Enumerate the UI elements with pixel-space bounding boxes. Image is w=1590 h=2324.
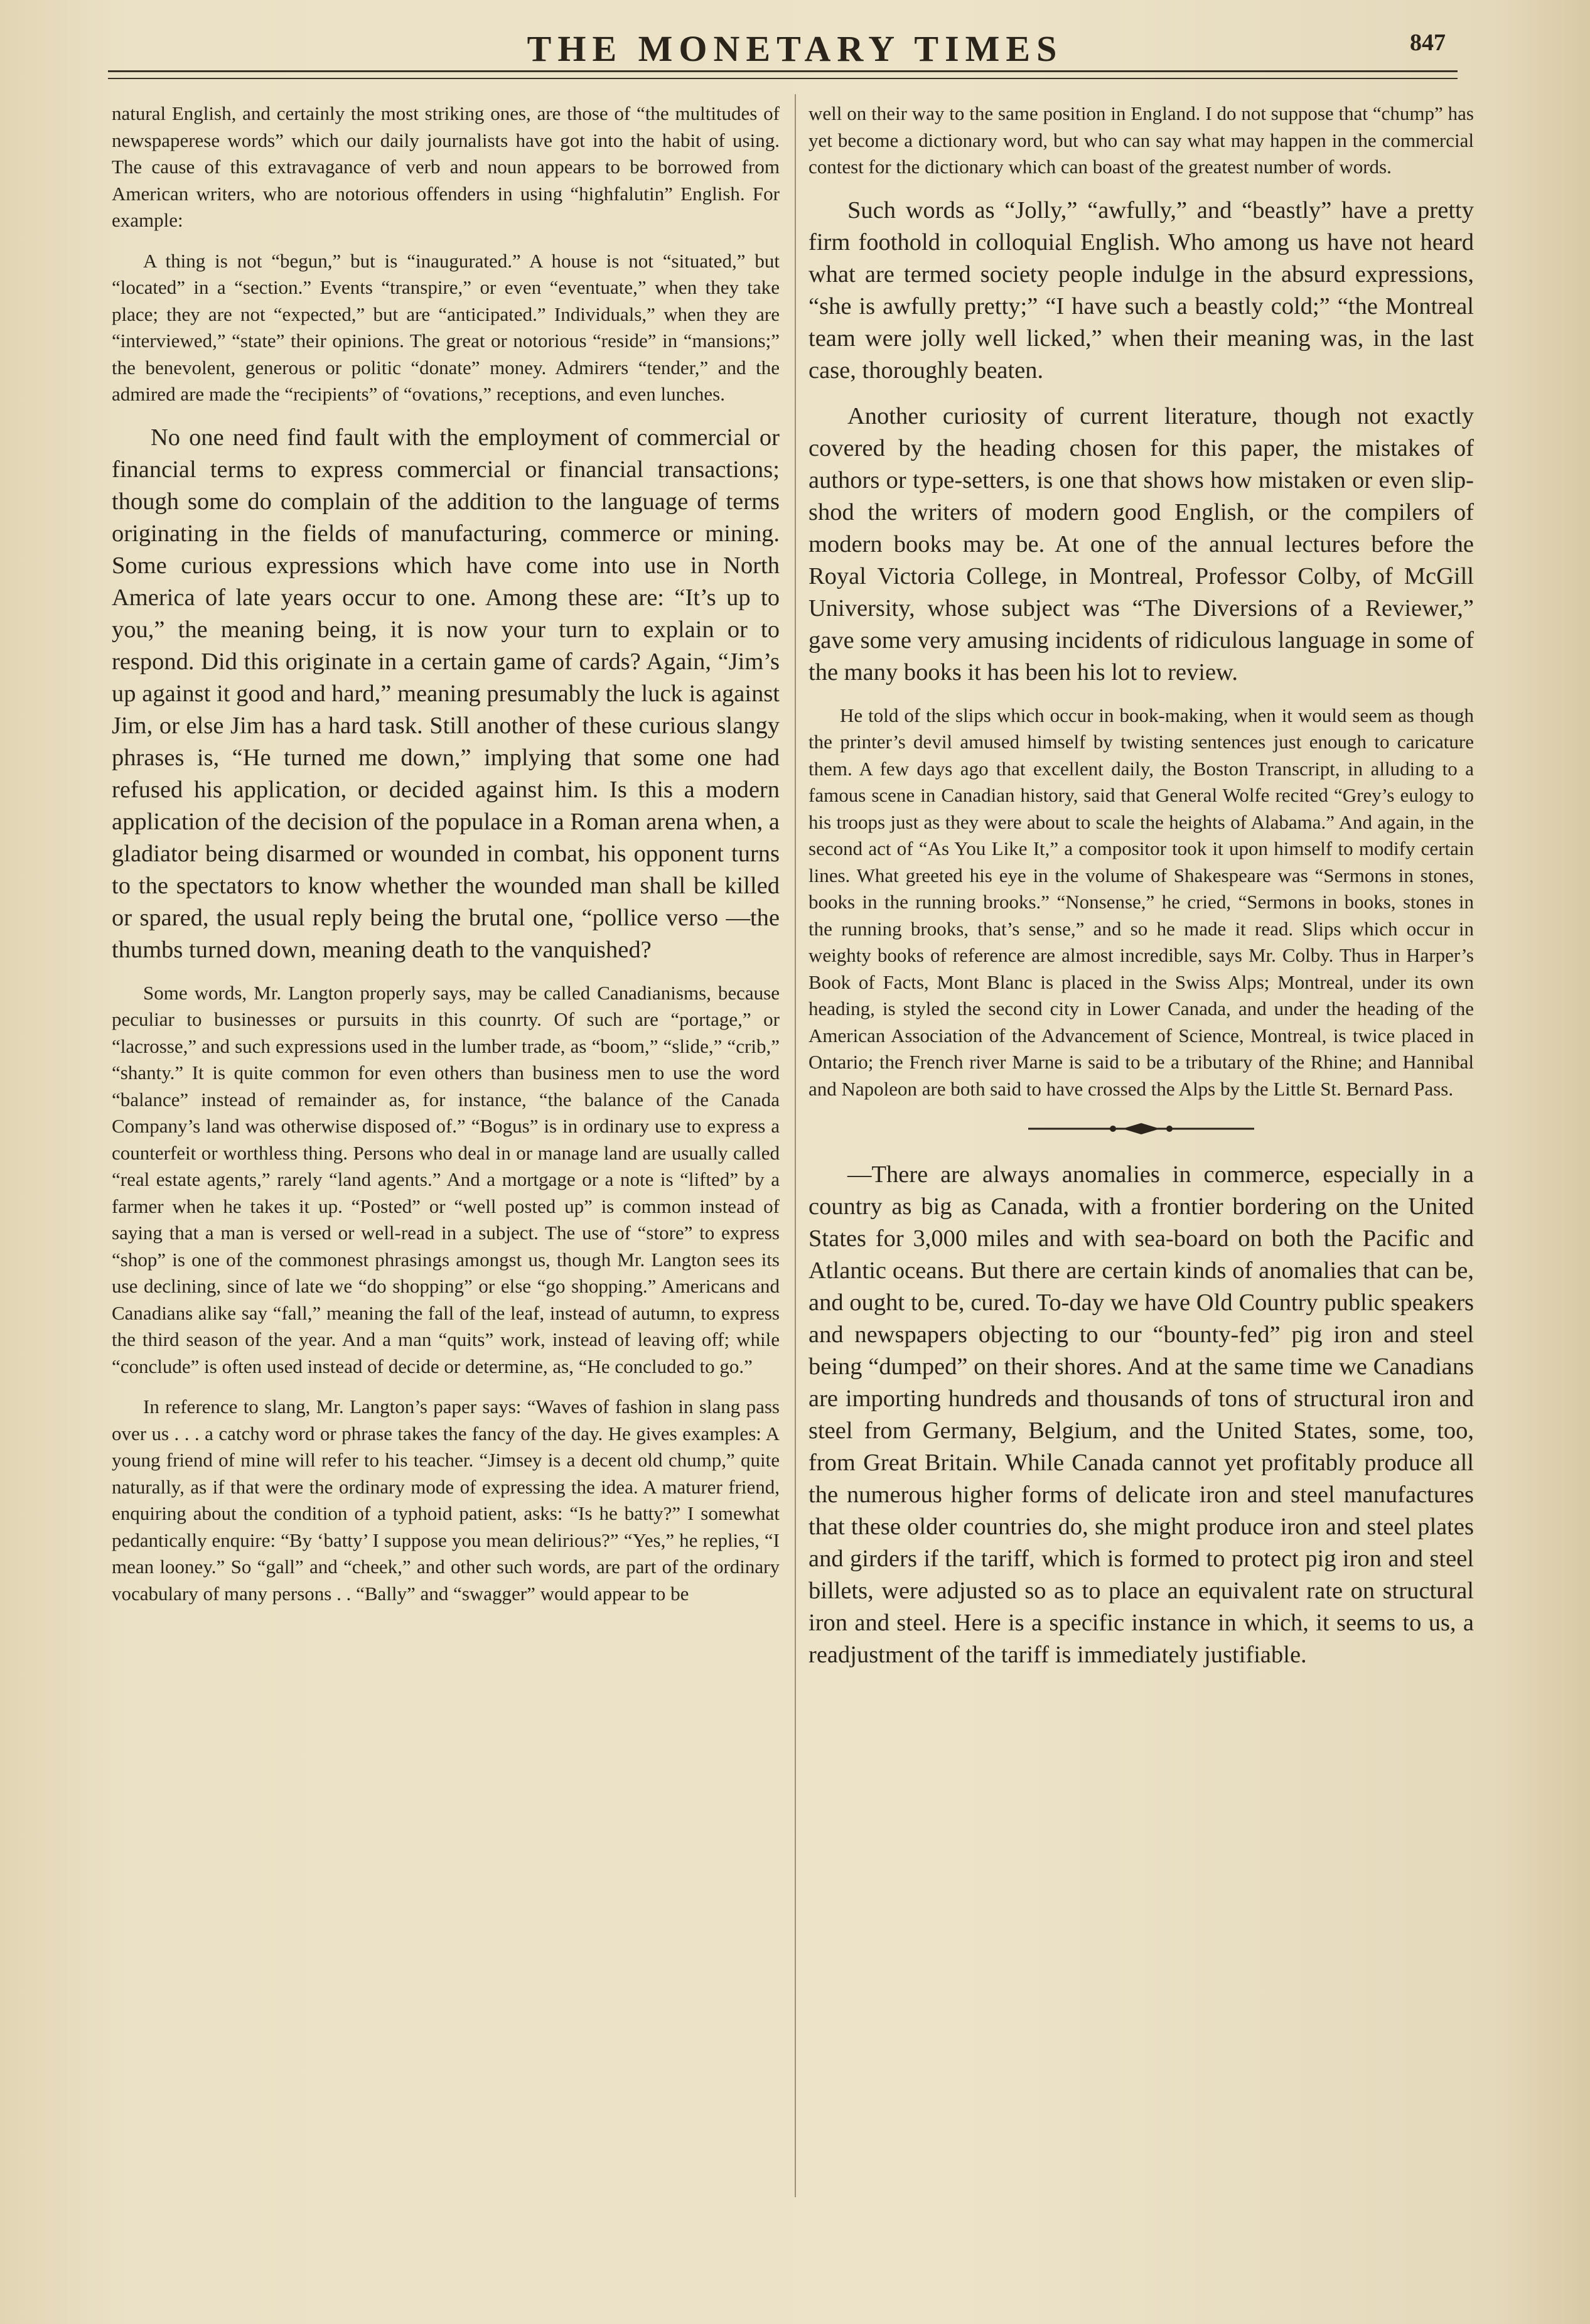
quoted-paragraph: Some words, Mr. Langton properly says, may be called Canadianisms, because peculiar to businesses or pursuits in this counrty. Of such are “portage,” or “lacrosse,” and such expressions used in the lumber trade, as “boom,” “slide,” “crib,” “shanty.” It is quite common for even others than business men to use the word “balance” instead of remainder as, for instance, “the balance of the Canada Company’s land was otherwise disposed of.” “Bogus” is in ordinary use to express a counterfeit or worthless thing. Persons who deal in or manage land are usually called “real estate agents,” rarely “land agents.” And a mortgage or a note is “lifted” by a farmer when he takes it up. “Posted” or “well posted up” is common instead of saying that a man is versed or well-read in a subject. The use of “store” to express “shop” is one of the commonest phrasings amongst us, though Mr. Langton sees its use declining, since of late we “do shopping” or else “go shopping.” Americans and Canadians alike say “fall,” meaning the fall of the leaf, instead of autumn, to express the third season of the year. And a man “quits” work, instead of leaving off; while “conclude” is often used instead of decide or determine, as, “He concluded to go.” [112,981,780,1377]
masthead [0,25,1590,75]
column-divider [795,94,796,2197]
quoted-paragraph: well on their way to the same position in England. I do not suppose that “chump” has yet become a dictionary word, but who can say what may happen in the commercial contest for the dictionary which can boast of the greatest number of words. [808,102,1474,178]
publication-title: THE MONETARY TIMES [527,28,1063,69]
section-ornament [808,1121,1474,1140]
quoted-paragraph: In reference to slang, Mr. Langton’s paper says: “Waves of fashion in slang pass over us . . . a catchy word or phrase takes the fancy of the day. He gives examples: A young friend of mine will refer to his teacher. “Jimsey is a decent old chump,” quite naturally, as if that were the ordinary mode of expressing the idea. A maturer friend, enquiring about the condition of a typhoid patient, asks: “Is he batty?” I somewhat pedantically enquire: “By ‘batty’ I suppose you mean delirious?” “Yes,” he replies, “I mean looney.” So “gall” and “cheek,” and other such words, are part of the ordinary vocabulary of many persons . . “Bally” and “swagger” would appear to be [112,1396,780,1605]
paragraph: Another curiosity of current literature, though not exactly covered by the heading chosen for this paper, the mistakes of authors or type-setters, is one that shows how mistaken or even slip-shod the writers of modern good English, or the compilers of modern books may be. At one of the annual lectures before the Royal Victoria College, in Montreal, Professor Colby, of McGill University, whose subject was “The Diversions of a Reviewer,” gave some very amusing incidents of ridiculous language in some of the many books it has been his lot to review. [808,402,1474,686]
page-number: 847 [1410,30,1446,56]
editorial-paragraph: —There are always anomalies in commerce, especially in a country as big as Canada, with a frontier bordering on the United States for 3,000 miles and with sea-board on both the Pacific and Atlantic oceans. But there are certain kinds of anomalies that can be, and ought to be, cured. To-day we have Old Country public speakers and newspapers objecting to our “bounty-fed” pig iron and steel being “dumped” on their shores. And at the same time we Canadians are importing hundreds and thousands of tons of structural iron and steel from Germany, Belgium, and the United States, some, too, from Great Britain. While Canada cannot yet profitably produce all the numerous higher forms of delicate iron and steel manufactures that these older countries do, she might produce iron and steel plates and girders if the tariff, which is formed to protect pig iron and steel billets, were adjusted so as to place an equivalent rate on structural iron and steel. Here is a specific instance in which, it seems to us, a readjustment of the tariff is immediately justifiable. [808,1161,1474,1668]
paragraph: natural English, and certainly the most striking ones, are those of “the multitudes of newspaperese words” which our daily journalists have got into the habit of using. The cause of this extravagance of verb and noun appears to be borrowed from American writers, who are notorious offenders in using “highfalutin” English. For example: [112,102,780,231]
right-column [808,100,1474,1671]
ornament-divider-icon [1028,1121,1254,1136]
header-rule-thin [108,78,1458,79]
quoted-paragraph: He told of the slips which occur in book-making, when it would seem as though the printer’s devil amused himself by twisting sentences just enough to caricature them. A few days ago that excellent daily, the Boston Transcript, in alluding to a famous scene in Canadian history, said that General Wolfe recited “Grey’s eulogy to his troops just as they were about to scale the heights of Alabama.” And again, in the second act of “As You Like It,” a compositor took it upon himself to modify certain lines. What greeted his eye in the volume of Shakespeare was “Sermons in stones, books in the running brooks.” “Nonsense,” he cried, “Sermons in books, stones in the running brooks, that’s sense,” and so he made it read. Slips which occur in weighty books of reference are almost incredible, says Mr. Colby. Thus in Harper’s Book of Facts, Mont Blanc is placed in the Swiss Alps; Montreal, under its own heading, is styled the second city in Lower Canada, and under the heading of the American Association of the Advancement of Science, Montreal, is twice placed in Ontario; the French river Marne is said to be a tributary of the Rhine; and Hannibal and Napoleon are both said to have crossed the Alps by the Little St. Bernard Pass. [808,704,1474,1100]
left-column [112,100,780,1607]
quoted-paragraph: A thing is not “begun,” but is “inaugurated.” A house is not “situated,” but “located” in a “section.” Events “transpire,” or even “eventuate,” when they take place; they are not “expected,” but are “anticipated.” Individuals,” when they are “interviewed,” “state” their opinions. The great or notorious “reside” in “mansions;” the benevolent, generous or politic “donate” money. Admirers “tender,” and the admired are made the “recipients” of “ovations,” receptions, and even lunches. [112,249,780,405]
header-rule [108,70,1458,72]
paragraph: Such words as “Jolly,” “awfully,” and “beastly” have a pretty firm foothold in colloquial English. Who among us have not heard what are termed society people indulge in the absurd expressions, “she is awfully pretty;” “I have such a beastly cold;” “the Montreal team were jolly well licked,” when their meaning was, in the last case, thoroughly beaten. [808,196,1474,384]
paragraph: No one need find fault with the employment of commercial or financial terms to express commercial or financial transactions; though some do complain of the addition to the language of terms originating in the fields of manufacturing, commerce or mining. Some curious expressions which have come into use in North America of late years occur to one. Among these are: “It’s up to you,” the meaning being, it is now your turn to explain or to respond. Did this originate in a certain game of cards? Again, “Jim’s up against it good and hard,” meaning presumably the luck is against Jim, or else Jim has a hard task. Still another of these curious slangy phrases is, “He turned me down,” implying that some one had refused his application, or decided against him. Is this a modern application of the decision of the populace in a Roman arena when, a gladiator being disarmed or wounded in combat, his opponent turns to the spectators to know whether the wounded man shall be killed or spared, the usual reply being the brutal one, “pollice verso —the thumbs turned down, meaning death to the vanquished? [112,424,780,963]
